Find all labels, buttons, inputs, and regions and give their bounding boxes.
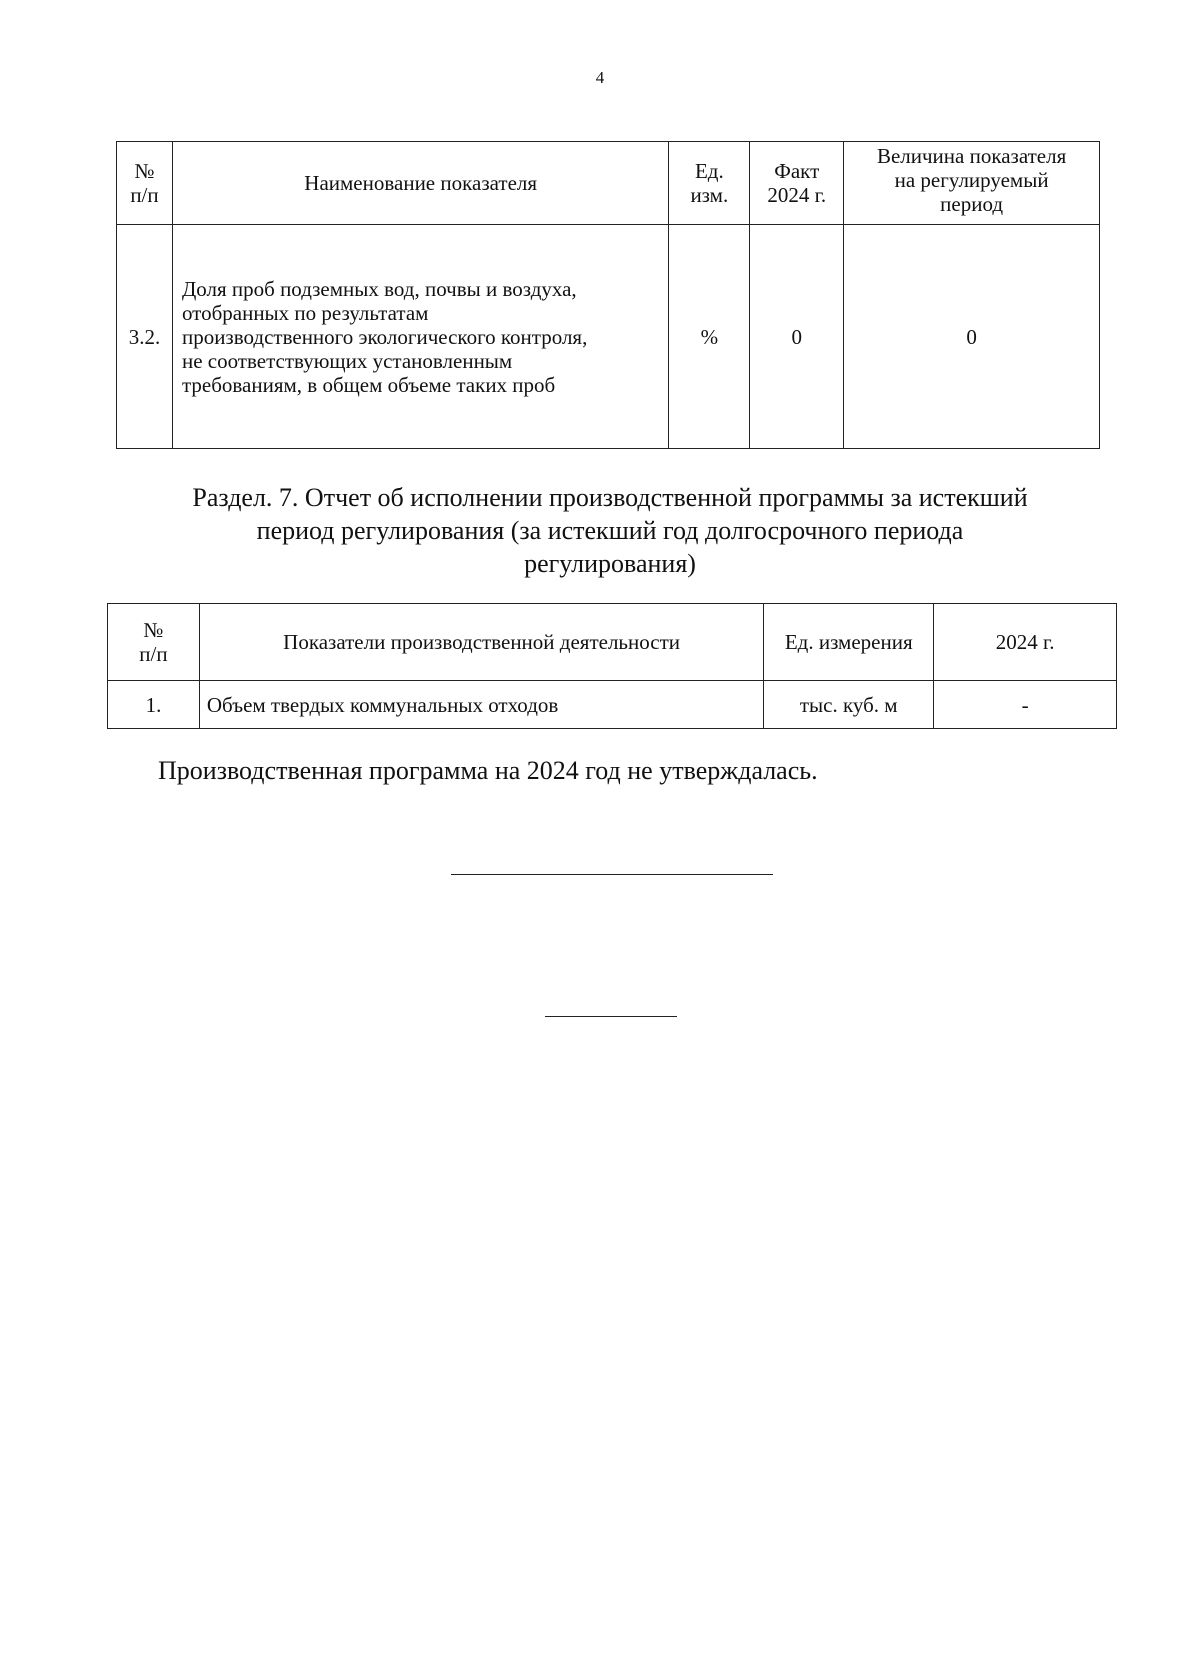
row-value: 0 [844,225,1100,449]
row-unit: тыс. куб. м [764,681,934,729]
header-value-line1: Величина показателя [876,144,1067,168]
section-title [150,481,1070,580]
header-value-line3: период [940,192,1004,216]
production-report-table [107,603,1117,729]
row-name-line5: требованиям, в общем объеме таких проб [181,372,556,397]
header-fact [750,142,844,225]
header-unit-line1: Ед. [694,159,724,183]
row-name-line1: Доля проб подземных вод, почвы и воздуха, [181,276,577,301]
section-title-line2: период регулирования (за истекший год долгосрочного периода [256,516,964,545]
header-year: 2024 г. [934,604,1117,681]
header-unit: Ед. измерения [764,604,934,681]
header-value [844,142,1100,225]
header-num-line2: п/п [130,183,159,207]
header-num-line1: № [134,159,155,183]
row-name-line4: не соответствующих установленным [181,348,513,373]
header-num [117,142,173,225]
row-name-line3: производственного экологического контроля, [181,324,588,349]
section-title-line1: Раздел. 7. Отчет об исполнении производственной программы за истекший [192,483,1028,512]
divider-line [451,874,773,875]
page-number: 4 [595,68,605,87]
note-text: Производственная программа на 2024 год не утверждалась. [158,756,818,785]
table-header-row [117,142,1100,225]
header-num-line1: № [143,618,164,642]
header-fact-line1: Факт [774,159,820,183]
header-name: Показатели производственной деятельности [199,604,763,681]
divider-line-short [545,1016,677,1017]
header-fact-line2: 2024 г. [767,183,827,207]
header-unit-line2: изм. [690,183,729,207]
indicators-table [116,141,1100,449]
row-name-line2: отобранных по результатам [181,300,429,325]
header-value-line2: на регулируемый [894,168,1049,192]
row-num: 1. [108,681,200,729]
row-year: - [934,681,1117,729]
table-row [117,225,1100,449]
row-name: Объем твердых коммунальных отходов [199,681,763,729]
row-num: 3.2. [117,225,173,449]
table-row [108,681,1117,729]
row-unit: % [669,225,750,449]
table-header-row [108,604,1117,681]
header-num-line2: п/п [139,642,168,666]
header-name: Наименование показателя [172,142,668,225]
row-fact: 0 [750,225,844,449]
row-name [172,225,668,449]
header-unit [669,142,750,225]
section-title-line3: регулирования) [524,549,696,578]
header-num [108,604,200,681]
